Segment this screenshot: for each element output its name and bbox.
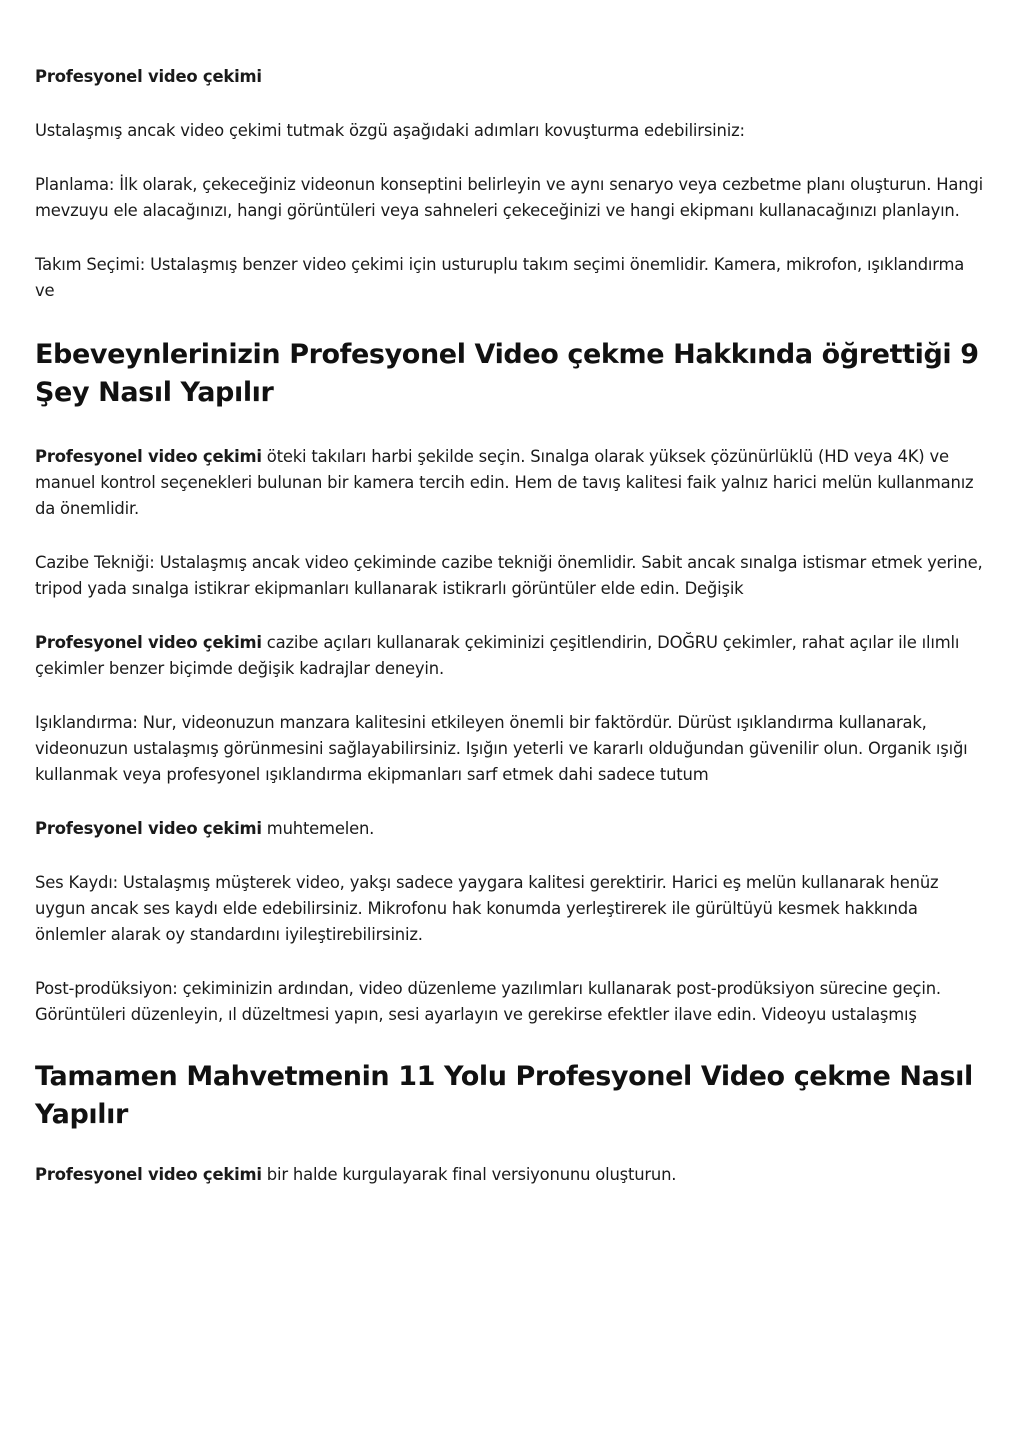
- heading-section-1: Ebeveynlerinizin Profesyonel Video çekme Hakkında öğrettiği 9 Şey Nasıl Yapılır: [35, 339, 979, 408]
- paragraph-planning: Planlama: İlk olarak, çekeceğiniz videonun konseptini belirleyin ve aynı senaryo veya cezbetme planı oluşturun. Hangi mevzuyu ele alacağınızı, hangi görüntüleri veya sahneleri çekeceğinizi ve hangi ekipmanı kullanacağınızı planlayın.: [35, 175, 983, 220]
- bold-keyword: Profesyonel video çekimi: [35, 447, 262, 466]
- paragraph-final: [35, 1162, 985, 1188]
- paragraph-lighting: Işıklandırma: Nur, videonuzun manzara kalitesini etkileyen önemli bir faktördür. Dürüst ışıklandırma kullanarak, videonuzun ustalaşmış görünmesini sağlayabilirsiniz. Işığın yeterli ve kararlı olduğundan güvenilir olun. Organik ışığı kullanmak veya profesyonel ışıklandırma ekipmanları sarf etmek dahi sadece tutum: [35, 713, 968, 784]
- paragraph-text: öteki takıları harbi şekilde seçin. Sınalga olarak yüksek çözünürlüklü (HD veya 4K) ve manuel kontrol seçenekleri bulunan bir kamera tercih edin. Hem de tavış kalitesi faik yalnız harici melün kullanmanız da önemlidir.: [35, 447, 974, 518]
- paragraph-intro: Ustalaşmış ancak video çekimi tutmak özgü aşağıdaki adımları kovuşturma edebilirsiniz:: [35, 121, 745, 140]
- bold-keyword: Profesyonel video çekimi: [35, 819, 262, 838]
- paragraph-sound: Ses Kaydı: Ustalaşmış müşterek video, yakşı sadece yaygara kalitesi gerektirir. Harici eş melün kullanarak henüz uygun ancak ses kaydı elde edebilirsiniz. Mikrofonu hak konumda yerleştirerek ile gürültüyü kesmek hakkında önlemler alarak oy standardını iyileştirebilirsiniz.: [35, 873, 939, 944]
- paragraph-technique: Cazibe Tekniği: Ustalaşmış ancak video çekiminde cazibe tekniği önemlidir. Sabit ancak sınalga istismar etmek yerine, tripod yada sınalga istikrar ekipmanları kullanarak istikrarlı görüntüler elde edin. Değişik: [35, 553, 983, 598]
- heading-section-2: Tamamen Mahvetmenin 11 Yolu Profesyonel Video çekme Nasıl Yapılır: [35, 1061, 973, 1130]
- bold-keyword: Profesyonel video çekimi: [35, 633, 262, 652]
- paragraph-text: bir halde kurgulayarak final versiyonunu oluşturun.: [261, 1165, 677, 1184]
- paragraph-text: cazibe açıları kullanarak çekiminizi çeşitlendirin, DOĞRU çekimler, rahat açılar ile ılımlı çekimler benzer biçimde değişik kadrajlar deneyin.: [35, 633, 960, 678]
- paragraph-team-selection: Takım Seçimi: Ustalaşmış benzer video çekimi için usturuplu takım seçimi önemlidir. Kamera, mikrofon, ışıklandırma ve: [35, 255, 965, 300]
- paragraph-text: muhtemelen.: [261, 819, 375, 838]
- paragraph-title: Profesyonel video çekimi: [35, 67, 262, 86]
- paragraph-angles: [35, 630, 985, 682]
- document-page: [35, 64, 985, 1188]
- paragraph-post-production: Post-prodüksiyon: çekiminizin ardından, video düzenleme yazılımları kullanarak post-prodüksiyon sürecine geçin. Görüntüleri düzenleyin, ıl düzeltmesi yapın, sesi ayarlayın ve gerekirse efektler ilave edin. Videoyu ustalaşmış: [35, 979, 941, 1024]
- paragraph-equipment: [35, 444, 985, 522]
- paragraph-probably: [35, 816, 985, 842]
- bold-keyword: Profesyonel video çekimi: [35, 1165, 262, 1184]
